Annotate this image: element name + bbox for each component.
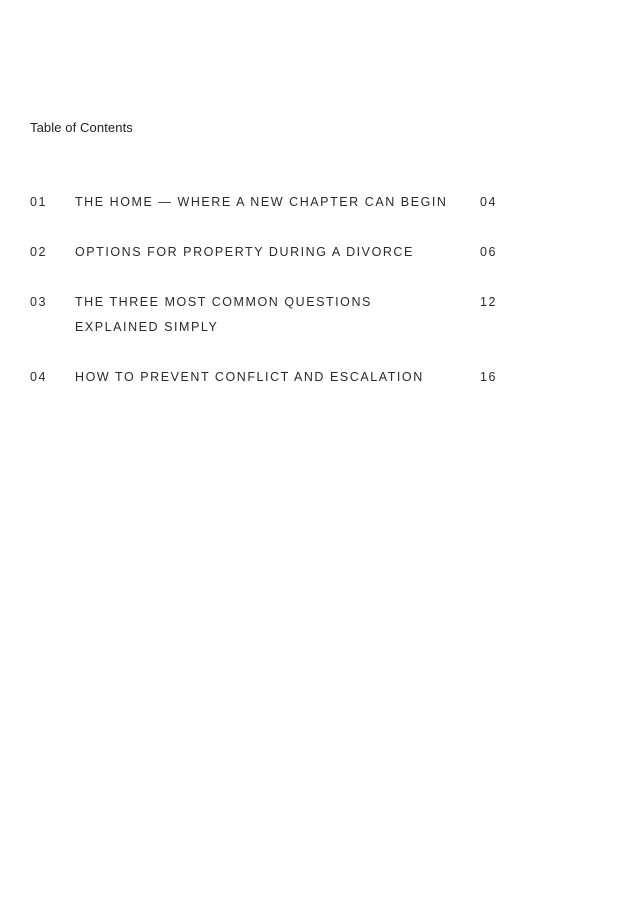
toc-entry <box>30 290 510 340</box>
toc-entry-page: 12 <box>480 295 498 309</box>
toc-entry-number: 03 <box>30 295 48 309</box>
toc-entry-number: 02 <box>30 245 48 259</box>
toc-heading: Table of Contents <box>30 120 133 135</box>
toc-entry-title: THE HOME — WHERE A NEW CHAPTER CAN BEGIN <box>75 195 448 209</box>
toc-entry <box>30 190 510 215</box>
toc-entry-title: THE THREE MOST COMMON QUESTIONS EXPLAINED SIMPLY <box>75 295 372 334</box>
toc-entry-title: OPTIONS FOR PROPERTY DURING A DIVORCE <box>75 245 414 259</box>
toc-entry-page: 04 <box>480 195 498 209</box>
toc-list <box>30 190 510 415</box>
toc-entry-number: 01 <box>30 195 48 209</box>
toc-entry-page: 06 <box>480 245 498 259</box>
toc-entry-number: 04 <box>30 370 48 384</box>
toc-entry-page: 16 <box>480 370 498 384</box>
toc-entry-title: HOW TO PREVENT CONFLICT AND ESCALATION <box>75 370 424 384</box>
toc-entry <box>30 240 510 265</box>
toc-entry <box>30 365 510 390</box>
